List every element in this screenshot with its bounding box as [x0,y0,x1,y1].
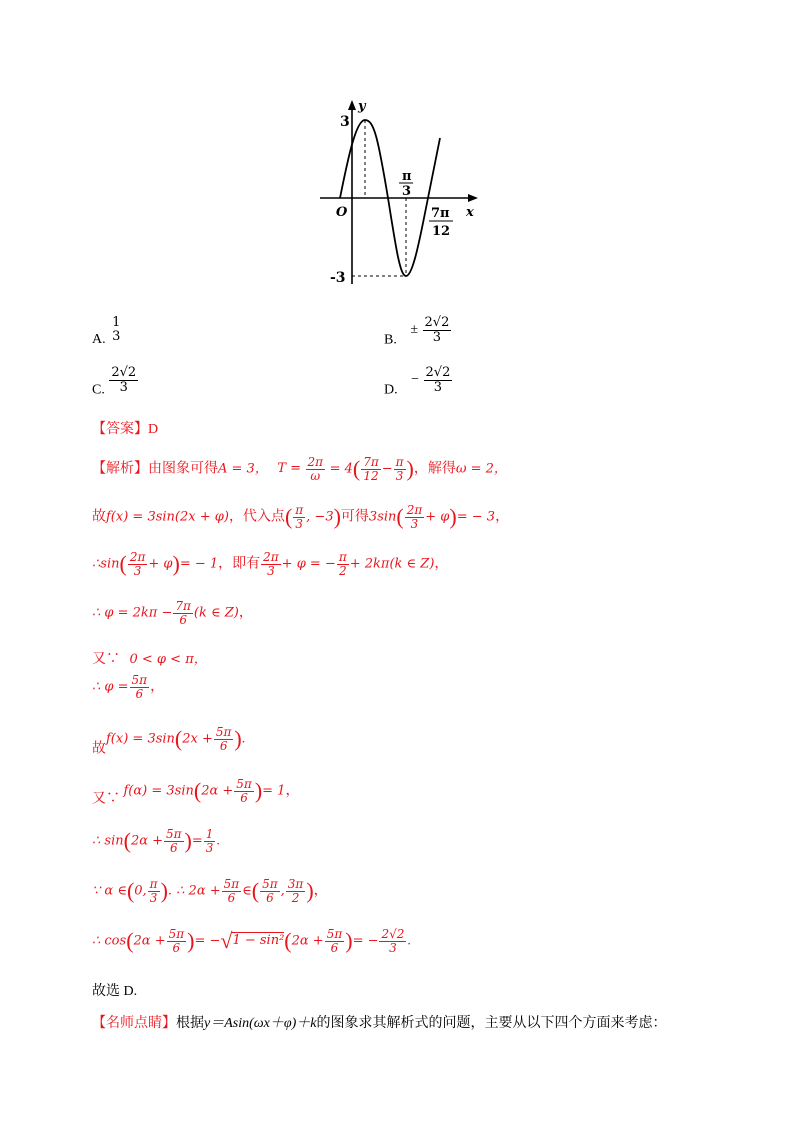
frac-den: 3 [205,840,214,855]
math-expr: ∴ [92,556,101,572]
analysis-line-7 [92,726,245,757]
paren-close: ) [187,928,195,954]
math-expr: 2α + [133,933,166,949]
frac-den: 6 [179,612,187,627]
analysis-tag: 【解析】 [92,461,148,477]
math-expr: A = 3， [218,461,268,477]
math-expr: 2x + [182,731,213,747]
option-b-den: 3 [432,329,442,345]
math-expr: + 2kπ(k ∈ Z) [349,556,435,572]
math-expr: . ∴ 2α + [167,883,221,899]
origin-label: O [336,205,348,220]
analysis-line-2 [92,504,509,530]
math-expr: ∴ φ = 2kπ − [92,605,173,621]
frac-den: 2 [291,890,300,905]
paren-open: ( [284,928,292,954]
fraction [337,551,349,577]
tip-line [92,1012,667,1032]
paren-close: ) [406,456,414,482]
math-expr: = − [194,933,221,949]
math-expr: ∈ [242,883,252,899]
paren-open: ( [174,726,183,752]
fraction [394,456,406,482]
fraction [148,878,160,904]
frac-den: 3 [389,940,397,955]
paren-close: ) [172,551,180,577]
fraction [214,726,234,752]
paren-close: ) [234,726,242,752]
fraction [130,674,150,700]
frac-num: π [395,455,404,469]
option-d-value [424,366,453,394]
option-a-den: 3 [112,328,121,344]
analysis-text: ，解得 [413,461,456,477]
option-d-num: 2√2 [425,365,451,380]
math-expr: ∴ cos [92,933,127,949]
frac-den: 6 [240,790,248,805]
sqrt-sign: √ [220,928,233,954]
analysis-line-8 [92,778,299,807]
frac-den: 2 [338,563,347,578]
frac-num: 5π [166,827,182,841]
analysis-text: ， [495,509,510,525]
function-graph [318,98,488,290]
option-a-label: A. [92,331,106,347]
math-expr: sin [100,556,120,572]
math-expr: ∵ α ∈ [92,883,127,899]
math-expr: = − 1 [179,556,219,572]
frac-den: 3 [267,563,275,578]
analysis-line-4 [92,600,253,626]
fraction [167,928,187,954]
analysis-line-1 [92,456,507,482]
answer-tag: 【答案】 [92,422,148,437]
answer-value: D [148,422,159,437]
fraction [173,600,193,626]
math-expr: 0, [134,883,147,899]
option-c-value [109,366,138,394]
option-c-label: C. [92,382,105,398]
paren-close: ) [345,928,353,954]
math-expr: 0 < φ < π， [129,652,207,667]
math-expr: 2α + [201,783,234,799]
tip-text: 根据 [176,1016,204,1031]
frac-num: 7π [175,599,191,613]
math-expr: T = [277,461,302,477]
math-expr: + φ = − [281,556,336,572]
math-expr: 3sin [368,509,397,525]
math-expr: , [280,883,285,899]
frac-num: 3π [287,877,304,891]
frac-den: 3 [410,516,419,531]
fraction [286,878,306,904]
option-b[interactable] [384,316,452,348]
math-expr: ω = 2， [455,461,507,477]
frac-num: 2π [307,455,324,469]
paren-close: ) [333,504,341,530]
analysis-text: ，代入点 [228,509,285,525]
option-a-num: 1 [112,315,121,330]
frac-den: 3 [149,890,158,905]
frac-num: 2π [406,503,423,517]
frac-num: 2π [263,550,279,564]
analysis-line-5 [92,648,207,668]
frac-num: 5π [215,725,232,739]
analysis-text: . [216,833,220,849]
paren-close: ) [160,878,168,904]
math-expr: = 1 [262,783,286,799]
paren-open: ( [251,878,260,904]
option-b-num: 2√2 [424,315,450,330]
fraction [405,504,425,530]
y-axis-arrow [348,100,356,110]
fraction [325,928,345,954]
frac-num: 7π [363,455,379,469]
paren-close: ) [254,778,263,804]
frac-den: 6 [266,890,274,905]
frac-den: 6 [169,840,178,855]
frac-num: 5π [168,927,185,941]
fraction [204,828,216,854]
paren-open: ( [123,828,131,854]
y-max-label: 3 [340,114,350,130]
frac-num: 5π [236,777,252,791]
paren-open: ( [396,504,404,530]
frac-den: 3 [133,563,142,578]
analysis-text: ， [434,556,449,572]
option-a-value [110,316,122,343]
paren-open: ( [352,456,361,482]
math-expr: + φ [148,556,173,572]
analysis-text: 故 [92,509,106,525]
frac-den: 6 [227,890,236,905]
option-c-den: 3 [119,379,128,395]
analysis-text: 故 [92,741,106,757]
paren-close: ) [449,504,457,530]
frac-num: 5π [131,673,148,687]
math-expr: = − 3 [456,509,496,525]
analysis-line-10 [92,878,328,904]
tick-pi3-num: π [402,169,412,184]
option-d-label: D. [384,382,398,398]
math-expr: 2α + [130,833,164,849]
frac-num: 2π [129,550,146,564]
analysis-text: 又∵ [92,652,120,667]
math-expr: f(x) = 3sin [106,731,175,747]
paren-open: ( [126,878,135,904]
fraction [234,778,254,804]
fraction [293,504,305,530]
frac-num: π [149,877,158,891]
analysis-line-9 [92,828,220,854]
fraction [128,551,148,577]
tip-tag: 【名师点睛】 [92,1016,176,1031]
fraction [260,878,280,904]
paren-open: ( [126,928,134,954]
math-expr: f(α) = 3sin [123,783,194,799]
option-b-sign: ± [410,322,419,338]
analysis-text: 可得 [340,509,369,525]
option-a[interactable] [92,316,123,348]
math-expr: f(x) = 3sin(2x + φ) [106,509,229,525]
option-d[interactable] [384,366,453,398]
paren-open: ( [193,778,202,804]
x-axis-arrow [468,194,478,202]
tick-pi3-den: 3 [402,184,412,199]
math-expr: = 4 [329,461,353,477]
y-min-label: -3 [330,270,346,286]
conclusion-text: 故选 D. [92,984,138,999]
paren-open: ( [284,504,293,530]
analysis-line-6 [92,674,164,700]
math-expr: − [381,461,393,477]
option-d-den: 3 [433,379,443,395]
option-b-value [423,316,452,344]
frac-num: 2√2 [381,927,405,941]
frac-den: 6 [172,940,181,955]
fraction [222,878,242,904]
frac-num: 5π [223,877,240,891]
y-label: y [358,99,366,114]
frac-den: 6 [330,940,339,955]
frac-num: 5π [326,927,343,941]
analysis-text: ， [285,783,300,799]
math-expr: = − [352,933,379,949]
frac-num: π [295,503,304,517]
analysis-line-3 [92,551,448,577]
math-expr: 2α + [291,933,324,949]
frac-den: 6 [135,686,144,701]
tip-text: 的图象求其解析式的问题，主要从以下四个方面来考虑： [316,1016,667,1031]
frac-den: 12 [363,468,379,483]
math-expr: (k ∈ Z) [193,605,239,621]
graph-svg [318,98,488,290]
frac-den: 3 [295,516,304,531]
math-expr: , −3 [306,509,334,525]
x-label: x [466,205,474,220]
analysis-text: . [407,933,411,949]
analysis-text: ， [150,679,165,695]
frac-den: 6 [219,738,228,753]
paren-close: ) [184,828,192,854]
math-expr: = [191,833,203,849]
frac-num: 5π [262,877,278,891]
analysis-text: 又∵ [92,791,120,807]
option-c[interactable] [92,366,139,398]
fraction [164,828,184,854]
analysis-text: . [241,731,246,747]
paren-close: ) [306,878,314,904]
math-expr: ∴ sin [92,833,124,849]
analysis-text: ， [313,883,328,899]
analysis-text: 由图象可得 [148,461,218,477]
math-expr: 1 − sin² [232,933,285,949]
analysis-text: ， [238,605,253,621]
conclusion-line [92,980,137,1000]
fraction [261,551,281,577]
analysis-line-11 [92,928,411,954]
option-d-sign: − [411,372,420,388]
math-expr: ∴ φ = [92,679,129,695]
option-c-num: 2√2 [111,365,137,380]
frac-den: ω [310,468,321,483]
tick-7pi12-num: 7π [431,206,450,221]
answer-line [92,418,158,438]
tip-formula: y＝Asin(ωx＋φ)＋k [204,1016,317,1031]
tick-7pi12-den: 12 [432,224,451,239]
fraction [306,456,326,482]
frac-num: π [338,550,347,564]
option-b-label: B. [384,332,397,348]
paren-open: ( [119,551,127,577]
frac-den: 3 [395,468,404,483]
analysis-text: ，即有 [218,556,261,572]
fraction [361,456,381,482]
math-expr: + φ [425,509,450,525]
frac-num: 1 [205,827,214,841]
fraction [379,928,406,954]
